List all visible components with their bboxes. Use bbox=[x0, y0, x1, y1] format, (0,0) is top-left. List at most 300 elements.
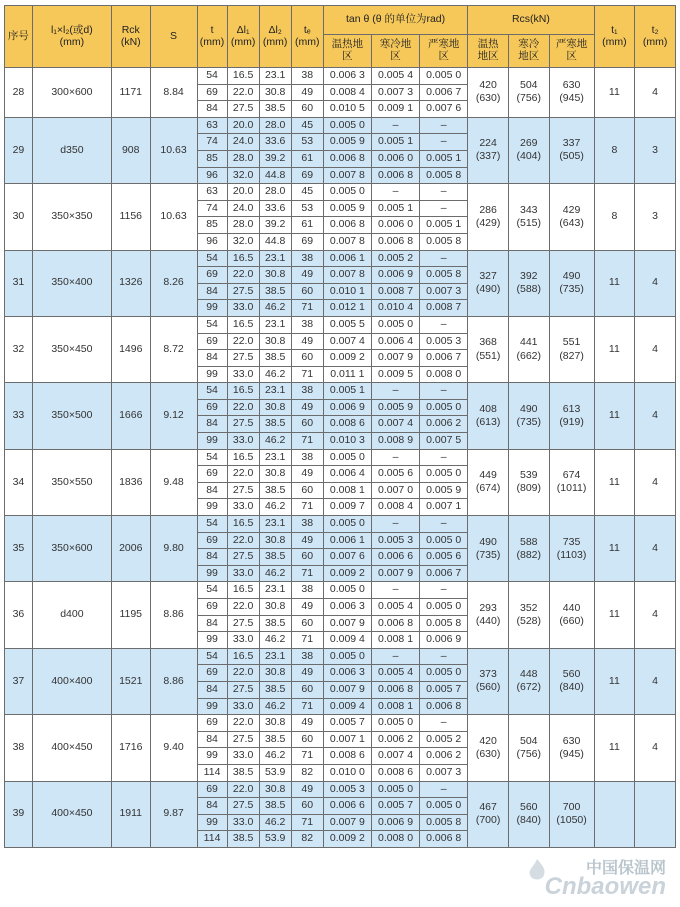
t1-cell: 11 bbox=[594, 516, 635, 582]
t-cell: 99 bbox=[197, 433, 227, 450]
dl1-cell: 27.5 bbox=[227, 101, 259, 118]
rcs-warm-cell bbox=[468, 516, 509, 582]
t-cell: 84 bbox=[197, 283, 227, 300]
tan-warm-cell: 0.010 0 bbox=[323, 764, 371, 781]
rcs-value: 448 bbox=[520, 668, 538, 681]
size-cell: 400×450 bbox=[32, 715, 111, 781]
t1-cell: 11 bbox=[594, 250, 635, 316]
dl1-cell: 27.5 bbox=[227, 615, 259, 632]
dl1-cell: 27.5 bbox=[227, 731, 259, 748]
table-body bbox=[5, 68, 676, 848]
s-cell: 10.63 bbox=[150, 184, 197, 250]
dl2-cell: 23.1 bbox=[259, 582, 291, 599]
dl1-cell: 16.5 bbox=[227, 648, 259, 665]
tan-severe-cell: 0.005 7 bbox=[420, 681, 468, 698]
t2-cell: 4 bbox=[635, 250, 676, 316]
rcs-value: 560 bbox=[520, 801, 538, 814]
rcs-value: 440 bbox=[562, 601, 581, 614]
s-cell: 9.80 bbox=[150, 516, 197, 582]
tan-warm-cell: 0.005 9 bbox=[323, 200, 371, 217]
dl1-cell: 20.0 bbox=[227, 117, 259, 134]
tan-severe-cell: 0.005 0 bbox=[420, 599, 468, 616]
t1-cell: 8 bbox=[594, 184, 635, 250]
dl2-cell: 38.5 bbox=[259, 731, 291, 748]
rcs-value-alt: (560) bbox=[475, 681, 501, 694]
dl2-cell: 30.8 bbox=[259, 333, 291, 350]
rcs-value: 286 bbox=[479, 203, 497, 216]
dl2-cell: 23.1 bbox=[259, 383, 291, 400]
rcs-value-alt: (429) bbox=[475, 216, 501, 229]
dl1-cell: 16.5 bbox=[227, 516, 259, 533]
rcs-value-alt: (700) bbox=[475, 814, 501, 827]
tan-severe-cell: 0.005 8 bbox=[420, 167, 468, 184]
s-cell: 8.72 bbox=[150, 316, 197, 382]
t1-cell: 11 bbox=[594, 715, 635, 781]
tan-cold-cell: 0.006 8 bbox=[371, 615, 419, 632]
size-cell: 400×400 bbox=[32, 648, 111, 714]
tan-cold-cell: 0.005 2 bbox=[371, 250, 419, 267]
t-cell: 114 bbox=[197, 764, 227, 781]
tan-cold-cell: 0.005 4 bbox=[371, 68, 419, 85]
tan-cold-cell: 0.006 2 bbox=[371, 731, 419, 748]
tan-severe-cell: 0.005 0 bbox=[420, 466, 468, 483]
t-cell: 99 bbox=[197, 565, 227, 582]
tan-severe-cell: 0.008 7 bbox=[420, 300, 468, 317]
tan-warm-cell: 0.006 1 bbox=[323, 250, 371, 267]
tan-severe-cell: 0.006 8 bbox=[420, 831, 468, 848]
t2-cell: 4 bbox=[635, 715, 676, 781]
t1-cell: 8 bbox=[594, 117, 635, 183]
te-cell: 49 bbox=[291, 781, 323, 798]
rcs-warm-cell bbox=[468, 648, 509, 714]
tan-severe-cell: – bbox=[420, 449, 468, 466]
rcs-warm-cell bbox=[468, 582, 509, 648]
tan-cold-cell: 0.009 1 bbox=[371, 101, 419, 118]
te-cell: 60 bbox=[291, 350, 323, 367]
col-s-header: S bbox=[150, 6, 197, 68]
rck-cell: 1496 bbox=[111, 316, 150, 382]
dl2-cell: 46.2 bbox=[259, 698, 291, 715]
tan-severe-cell: 0.005 8 bbox=[420, 814, 468, 831]
rcs-value-alt: (945) bbox=[559, 92, 584, 105]
tan-severe-cell: – bbox=[420, 250, 468, 267]
tan-cold-cell: 0.005 6 bbox=[371, 466, 419, 483]
tan-warm-cell: 0.005 0 bbox=[323, 117, 371, 134]
size-cell: d400 bbox=[32, 582, 111, 648]
seq-cell: 36 bbox=[5, 582, 33, 648]
table-header bbox=[5, 6, 676, 68]
tan-cold-cell: 0.010 4 bbox=[371, 300, 419, 317]
size-cell: 300×600 bbox=[32, 68, 111, 118]
tan-warm-cell: 0.006 6 bbox=[323, 798, 371, 815]
tan-severe-cell: – bbox=[420, 184, 468, 201]
t2-cell bbox=[635, 781, 676, 847]
seq-cell: 38 bbox=[5, 715, 33, 781]
t2-cell: 4 bbox=[635, 449, 676, 515]
tan-cold-cell: 0.006 8 bbox=[371, 167, 419, 184]
t-cell: 99 bbox=[197, 748, 227, 765]
dl2-cell: 44.8 bbox=[259, 233, 291, 250]
tan-warm-cell: 0.005 3 bbox=[323, 781, 371, 798]
dl1-cell: 24.0 bbox=[227, 200, 259, 217]
rcs-value: 408 bbox=[479, 402, 497, 415]
rcs-severe-cell bbox=[549, 184, 594, 250]
t1-cell: 11 bbox=[594, 449, 635, 515]
dl2-cell: 46.2 bbox=[259, 366, 291, 383]
dl1-cell: 28.0 bbox=[227, 217, 259, 234]
t-cell: 54 bbox=[197, 316, 227, 333]
rcs-cold-cell bbox=[508, 184, 549, 250]
tan-warm-cell: 0.006 4 bbox=[323, 466, 371, 483]
tan-cold-cell: – bbox=[371, 582, 419, 599]
rcs-severe-cell bbox=[549, 449, 594, 515]
col-rck-header: Rck (kN) bbox=[111, 6, 150, 68]
rcs-value-alt: (674) bbox=[475, 482, 501, 495]
dl1-cell: 33.0 bbox=[227, 499, 259, 516]
tan-cold-cell: 0.008 6 bbox=[371, 764, 419, 781]
te-cell: 60 bbox=[291, 731, 323, 748]
seq-cell: 31 bbox=[5, 250, 33, 316]
rcs-warm-cell bbox=[468, 715, 509, 781]
rcs-value: 490 bbox=[520, 402, 538, 415]
tan-severe-cell: – bbox=[420, 648, 468, 665]
t-cell: 114 bbox=[197, 831, 227, 848]
te-cell: 69 bbox=[291, 233, 323, 250]
tan-severe-cell: 0.005 0 bbox=[420, 532, 468, 549]
dl2-cell: 38.5 bbox=[259, 101, 291, 118]
te-cell: 38 bbox=[291, 316, 323, 333]
rcs-severe-cell bbox=[549, 250, 594, 316]
tan-cold-cell: 0.005 7 bbox=[371, 798, 419, 815]
t-cell: 84 bbox=[197, 101, 227, 118]
tan-cold-cell: 0.006 0 bbox=[371, 150, 419, 167]
tan-cold-cell: – bbox=[371, 117, 419, 134]
te-cell: 61 bbox=[291, 150, 323, 167]
rcs-severe-cell bbox=[549, 68, 594, 118]
rck-cell: 1521 bbox=[111, 648, 150, 714]
tan-severe-cell: 0.005 3 bbox=[420, 333, 468, 350]
rck-cell: 1716 bbox=[111, 715, 150, 781]
s-cell: 9.40 bbox=[150, 715, 197, 781]
t-cell: 84 bbox=[197, 549, 227, 566]
dl2-cell: 44.8 bbox=[259, 167, 291, 184]
rcs-value: 490 bbox=[479, 535, 497, 548]
tan-cold-cell: 0.006 8 bbox=[371, 681, 419, 698]
tan-warm-cell: 0.005 7 bbox=[323, 715, 371, 732]
t-cell: 69 bbox=[197, 267, 227, 284]
dl2-cell: 46.2 bbox=[259, 433, 291, 450]
rcs-warm-cell bbox=[468, 68, 509, 118]
rcs-value-alt: (735) bbox=[475, 548, 501, 561]
tan-warm-cell: 0.009 7 bbox=[323, 499, 371, 516]
te-cell: 49 bbox=[291, 532, 323, 549]
col-rcs-header: Rcs(kN) bbox=[468, 6, 594, 35]
rcs-value-alt: (827) bbox=[559, 349, 584, 362]
t-cell: 84 bbox=[197, 416, 227, 433]
table-row bbox=[5, 516, 676, 533]
tan-cold-cell: 0.007 4 bbox=[371, 416, 419, 433]
tan-warm-cell: 0.005 5 bbox=[323, 316, 371, 333]
t-cell: 54 bbox=[197, 449, 227, 466]
te-cell: 60 bbox=[291, 101, 323, 118]
tan-cold-cell: 0.005 0 bbox=[371, 781, 419, 798]
rcs-cold-cell bbox=[508, 383, 549, 449]
tan-warm-cell: 0.007 4 bbox=[323, 333, 371, 350]
tan-severe-cell: 0.007 3 bbox=[420, 283, 468, 300]
te-cell: 60 bbox=[291, 615, 323, 632]
table-row bbox=[5, 184, 676, 201]
rck-cell: 908 bbox=[111, 117, 150, 183]
rcs-value-alt: (756) bbox=[516, 92, 542, 105]
rcs-cold-cell bbox=[508, 449, 549, 515]
tan-severe-cell: 0.007 6 bbox=[420, 101, 468, 118]
dl1-cell: 27.5 bbox=[227, 283, 259, 300]
dl2-cell: 23.1 bbox=[259, 316, 291, 333]
rcs-severe-cell bbox=[549, 715, 594, 781]
rck-cell: 1156 bbox=[111, 184, 150, 250]
t1-cell: 11 bbox=[594, 383, 635, 449]
dl1-cell: 27.5 bbox=[227, 416, 259, 433]
t-cell: 69 bbox=[197, 665, 227, 682]
table-row bbox=[5, 383, 676, 400]
rcs-warm-header: 温热地区 bbox=[468, 35, 509, 68]
tan-cold-cell: – bbox=[371, 449, 419, 466]
te-cell: 38 bbox=[291, 250, 323, 267]
dl2-cell: 46.2 bbox=[259, 300, 291, 317]
dl1-cell: 20.0 bbox=[227, 184, 259, 201]
table-row bbox=[5, 648, 676, 665]
rcs-value: 392 bbox=[520, 270, 538, 283]
rcs-value-alt: (735) bbox=[559, 283, 584, 296]
te-cell: 71 bbox=[291, 698, 323, 715]
t-cell: 99 bbox=[197, 499, 227, 516]
rcs-value-alt: (588) bbox=[516, 283, 542, 296]
rcs-value: 560 bbox=[562, 668, 581, 681]
tan-cold-cell: 0.006 9 bbox=[371, 814, 419, 831]
tan-warm-cell: 0.009 2 bbox=[323, 565, 371, 582]
dl1-cell: 33.0 bbox=[227, 814, 259, 831]
t-cell: 69 bbox=[197, 333, 227, 350]
rcs-value: 674 bbox=[562, 469, 581, 482]
watermark-cn-text: 中国保温网 bbox=[585, 860, 666, 877]
tan-cold-cell: 0.007 4 bbox=[371, 748, 419, 765]
tan-severe-cell: 0.005 9 bbox=[420, 482, 468, 499]
rcs-value-alt: (662) bbox=[516, 349, 542, 362]
tan-warm-cell: 0.007 8 bbox=[323, 167, 371, 184]
rcs-value-alt: (1103) bbox=[556, 548, 587, 561]
tan-warm-cell: 0.007 8 bbox=[323, 267, 371, 284]
dl2-cell: 38.5 bbox=[259, 615, 291, 632]
rcs-warm-cell bbox=[468, 117, 509, 183]
te-cell: 49 bbox=[291, 84, 323, 101]
s-cell: 10.63 bbox=[150, 117, 197, 183]
tan-severe-cell: 0.007 3 bbox=[420, 764, 468, 781]
dl1-cell: 16.5 bbox=[227, 250, 259, 267]
tan-severe-cell: 0.005 8 bbox=[420, 233, 468, 250]
tan-warm-cell: 0.009 4 bbox=[323, 698, 371, 715]
rcs-value: 504 bbox=[520, 79, 538, 92]
t2-cell: 4 bbox=[635, 316, 676, 382]
seq-cell: 39 bbox=[5, 781, 33, 847]
rcs-value-alt: (630) bbox=[475, 92, 501, 105]
rcs-value: 269 bbox=[520, 137, 538, 150]
te-cell: 60 bbox=[291, 549, 323, 566]
dl1-cell: 33.0 bbox=[227, 433, 259, 450]
t-cell: 85 bbox=[197, 150, 227, 167]
size-cell: 350×450 bbox=[32, 316, 111, 382]
tan-cold-cell: 0.006 4 bbox=[371, 333, 419, 350]
rcs-value-alt: (756) bbox=[516, 747, 542, 760]
dl2-cell: 39.2 bbox=[259, 150, 291, 167]
tan-cold-cell: – bbox=[371, 516, 419, 533]
t-cell: 74 bbox=[197, 200, 227, 217]
t-cell: 96 bbox=[197, 233, 227, 250]
dl2-cell: 23.1 bbox=[259, 516, 291, 533]
rck-cell: 1911 bbox=[111, 781, 150, 847]
dl2-cell: 30.8 bbox=[259, 267, 291, 284]
rcs-severe-cell bbox=[549, 117, 594, 183]
te-cell: 71 bbox=[291, 300, 323, 317]
table-row bbox=[5, 250, 676, 267]
dl1-cell: 27.5 bbox=[227, 681, 259, 698]
te-cell: 38 bbox=[291, 449, 323, 466]
t1-cell: 11 bbox=[594, 582, 635, 648]
te-cell: 71 bbox=[291, 366, 323, 383]
tan-cold-cell: 0.006 6 bbox=[371, 549, 419, 566]
dl1-cell: 32.0 bbox=[227, 233, 259, 250]
tan-severe-cell: 0.005 6 bbox=[420, 549, 468, 566]
s-cell: 9.87 bbox=[150, 781, 197, 847]
tan-cold-cell: 0.008 9 bbox=[371, 433, 419, 450]
dl2-cell: 30.8 bbox=[259, 466, 291, 483]
t-cell: 99 bbox=[197, 632, 227, 649]
tan-cold-cell: 0.007 3 bbox=[371, 84, 419, 101]
table-row bbox=[5, 715, 676, 732]
tan-cold-cell: 0.009 5 bbox=[371, 366, 419, 383]
tan-cold-cell: 0.007 9 bbox=[371, 565, 419, 582]
te-cell: 45 bbox=[291, 117, 323, 134]
dl2-cell: 30.8 bbox=[259, 715, 291, 732]
tan-severe-cell: 0.006 9 bbox=[420, 632, 468, 649]
col-tan-header: tan θ (θ 的单位为rad) bbox=[323, 6, 467, 35]
rcs-value: 343 bbox=[520, 203, 538, 216]
rcs-value-alt: (882) bbox=[516, 548, 542, 561]
dl2-cell: 46.2 bbox=[259, 814, 291, 831]
rcs-cold-cell bbox=[508, 316, 549, 382]
table-row bbox=[5, 582, 676, 599]
col-t1-header: t₁ (mm) bbox=[594, 6, 635, 68]
dl1-cell: 33.0 bbox=[227, 300, 259, 317]
te-cell: 82 bbox=[291, 831, 323, 848]
col-t-header: t (mm) bbox=[197, 6, 227, 68]
te-cell: 71 bbox=[291, 499, 323, 516]
rcs-value-alt: (809) bbox=[516, 482, 542, 495]
col-size-header: l₁×l₂(或d) (mm) bbox=[32, 6, 111, 68]
dl1-cell: 22.0 bbox=[227, 466, 259, 483]
tan-severe-cell: 0.005 8 bbox=[420, 615, 468, 632]
s-cell: 9.12 bbox=[150, 383, 197, 449]
rcs-value: 337 bbox=[562, 137, 581, 150]
te-cell: 71 bbox=[291, 433, 323, 450]
rcs-value: 539 bbox=[520, 469, 538, 482]
t-cell: 84 bbox=[197, 731, 227, 748]
tan-warm-cell: 0.010 5 bbox=[323, 101, 371, 118]
tan-cold-cell: – bbox=[371, 383, 419, 400]
dl1-cell: 27.5 bbox=[227, 482, 259, 499]
t-cell: 84 bbox=[197, 482, 227, 499]
size-cell: 350×500 bbox=[32, 383, 111, 449]
rcs-cold-cell bbox=[508, 117, 549, 183]
tan-severe-cell: 0.007 5 bbox=[420, 433, 468, 450]
t1-cell bbox=[594, 781, 635, 847]
rcs-value-alt: (337) bbox=[475, 150, 501, 163]
tan-warm-cell: 0.008 6 bbox=[323, 416, 371, 433]
tan-severe-cell: 0.005 2 bbox=[420, 731, 468, 748]
rcs-value: 429 bbox=[562, 203, 581, 216]
dl1-cell: 24.0 bbox=[227, 134, 259, 151]
tan-severe-cell: 0.006 2 bbox=[420, 748, 468, 765]
rcs-warm-cell bbox=[468, 250, 509, 316]
te-cell: 71 bbox=[291, 814, 323, 831]
tan-severe-cell: 0.005 1 bbox=[420, 150, 468, 167]
dl1-cell: 27.5 bbox=[227, 350, 259, 367]
rck-cell: 2006 bbox=[111, 516, 150, 582]
te-cell: 53 bbox=[291, 134, 323, 151]
rcs-value-alt: (840) bbox=[559, 681, 584, 694]
tan-warm-cell: 0.006 3 bbox=[323, 599, 371, 616]
col-dl2-header: Δl₂ (mm) bbox=[259, 6, 291, 68]
tan-cold-cell: 0.006 0 bbox=[371, 217, 419, 234]
tan-warm-cell: 0.008 4 bbox=[323, 84, 371, 101]
tan-warm-cell: 0.005 9 bbox=[323, 134, 371, 151]
t1-cell: 11 bbox=[594, 316, 635, 382]
tan-warm-cell: 0.006 3 bbox=[323, 68, 371, 85]
s-cell: 8.86 bbox=[150, 648, 197, 714]
te-cell: 82 bbox=[291, 764, 323, 781]
rcs-cold-cell bbox=[508, 648, 549, 714]
rck-cell: 1171 bbox=[111, 68, 150, 118]
dl2-cell: 38.5 bbox=[259, 681, 291, 698]
te-cell: 53 bbox=[291, 200, 323, 217]
t-cell: 84 bbox=[197, 798, 227, 815]
te-cell: 49 bbox=[291, 399, 323, 416]
t-cell: 99 bbox=[197, 698, 227, 715]
rcs-severe-cell bbox=[549, 383, 594, 449]
tan-warm-cell: 0.007 9 bbox=[323, 814, 371, 831]
tan-severe-cell: – bbox=[420, 383, 468, 400]
dl1-cell: 16.5 bbox=[227, 449, 259, 466]
col-te-header: tₑ (mm) bbox=[291, 6, 323, 68]
dl2-cell: 33.6 bbox=[259, 134, 291, 151]
rcs-value-alt: (919) bbox=[559, 415, 584, 428]
table-row bbox=[5, 449, 676, 466]
te-cell: 38 bbox=[291, 383, 323, 400]
dl2-cell: 39.2 bbox=[259, 217, 291, 234]
rcs-severe-cell bbox=[549, 781, 594, 847]
col-seq-header: 序号 bbox=[5, 6, 33, 68]
tan-cold-cell: 0.005 9 bbox=[371, 399, 419, 416]
tan-cold-cell: 0.005 0 bbox=[371, 316, 419, 333]
dl1-cell: 33.0 bbox=[227, 366, 259, 383]
tan-severe-cell: 0.006 7 bbox=[420, 84, 468, 101]
rcs-value: 449 bbox=[479, 469, 497, 482]
tan-cold-cell: 0.005 0 bbox=[371, 715, 419, 732]
rcs-value-alt: (440) bbox=[475, 615, 501, 628]
seq-cell: 32 bbox=[5, 316, 33, 382]
size-cell: 350×350 bbox=[32, 184, 111, 250]
te-cell: 69 bbox=[291, 167, 323, 184]
t-cell: 69 bbox=[197, 781, 227, 798]
